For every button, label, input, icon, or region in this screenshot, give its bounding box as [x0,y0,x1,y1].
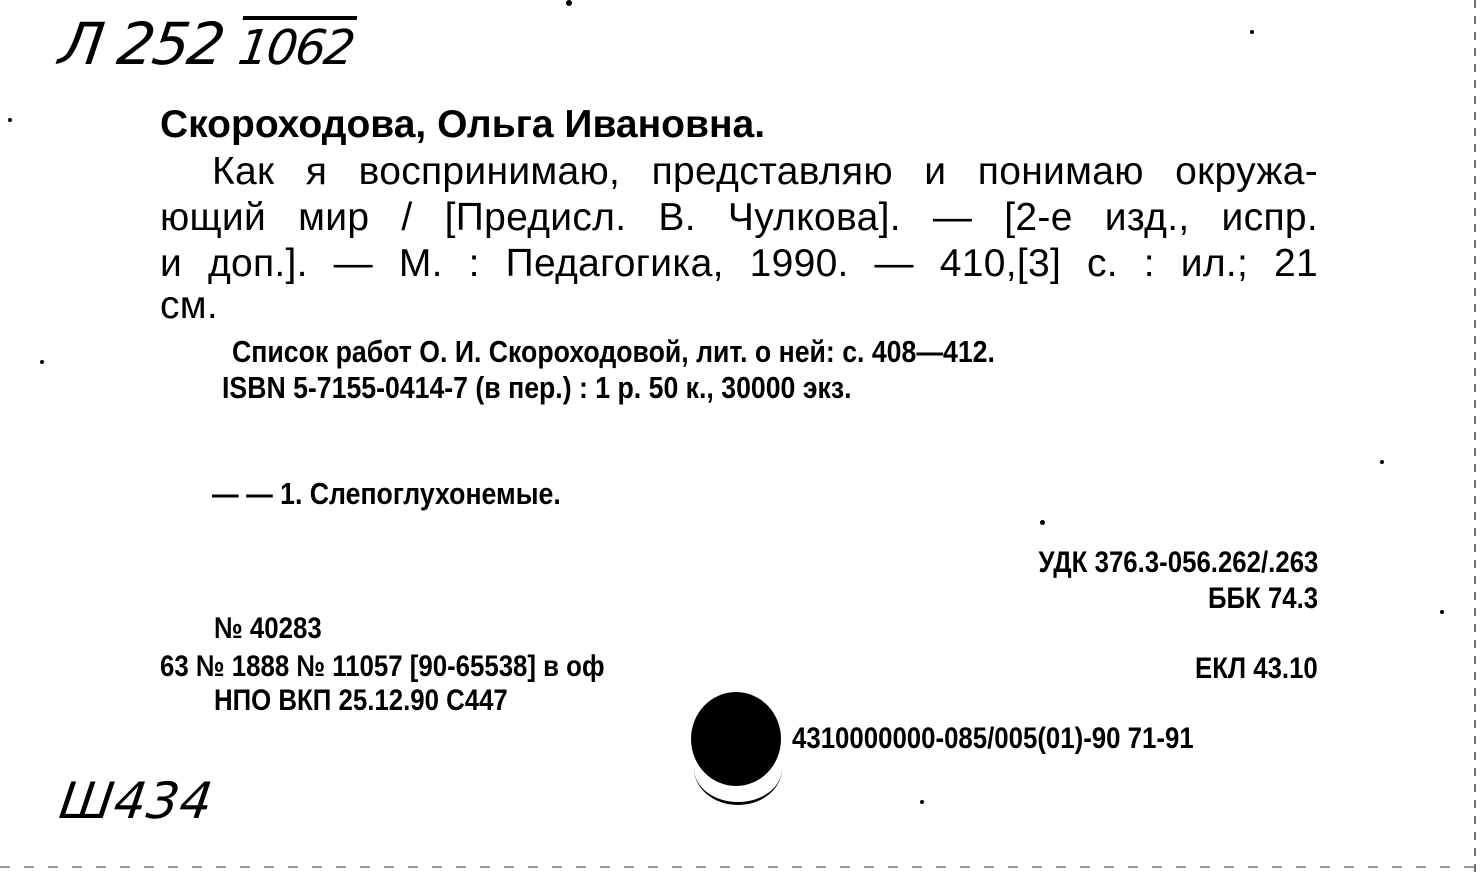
handwritten-inventory-mark: Ш434 [55,772,217,830]
udk-code: УДК 376.3-056.262/.263 [1038,546,1318,579]
title-line-3: и доп.]. — М. : Педагогика, 1990. — 410,[3] с. : ил.; 21 [160,242,1318,285]
subject-heading: — — 1. Слепоглухонемые. [212,476,561,511]
bibliography-note: Список работ О. И. Скороходовой, лит. о ней: с. 408—412. [232,334,995,369]
card-right-edge [1474,0,1476,874]
title-line-1: Как я воспринимаю, представляю и понимаю окружа- [212,150,1318,193]
card-number: № 40283 [214,612,322,645]
title-line-2: ющий мир / [Предисл. В. Чулкова]. — [2-е изд., испр. [160,196,1318,239]
speck [1040,520,1045,525]
speck [920,800,924,804]
speck [1380,460,1384,464]
speck [40,360,44,364]
ekl-code: ЕКЛ 43.10 [1195,652,1318,685]
card-bottom-edge [0,866,1482,868]
handwritten-shelf-mark [55,10,358,78]
speck [8,118,12,122]
handwritten-shelf-mark-text: Л 252 [55,10,228,78]
order-line: 63 № 1888 № 11057 [90-65538] в оф [160,650,605,683]
author-heading: Скороходова, Ольга Ивановна. [160,103,766,146]
speck [566,0,572,6]
bbk-code: ББК 74.3 [1207,582,1318,615]
speck [1250,30,1254,34]
speck [1440,610,1444,614]
classification-code: 4310000000-085/005(01)-90 71-91 [792,722,1194,755]
isbn-line: ISBN 5-7155-0414-7 (в пер.) : 1 р. 50 к., 30000 экз. [222,370,852,405]
title-line-4: см. [160,284,219,327]
punch-hole-shadow [694,732,782,805]
handwritten-struck-number: 1062 [234,20,357,76]
npo-line: НПО ВКП 25.12.90 С447 [214,684,508,717]
